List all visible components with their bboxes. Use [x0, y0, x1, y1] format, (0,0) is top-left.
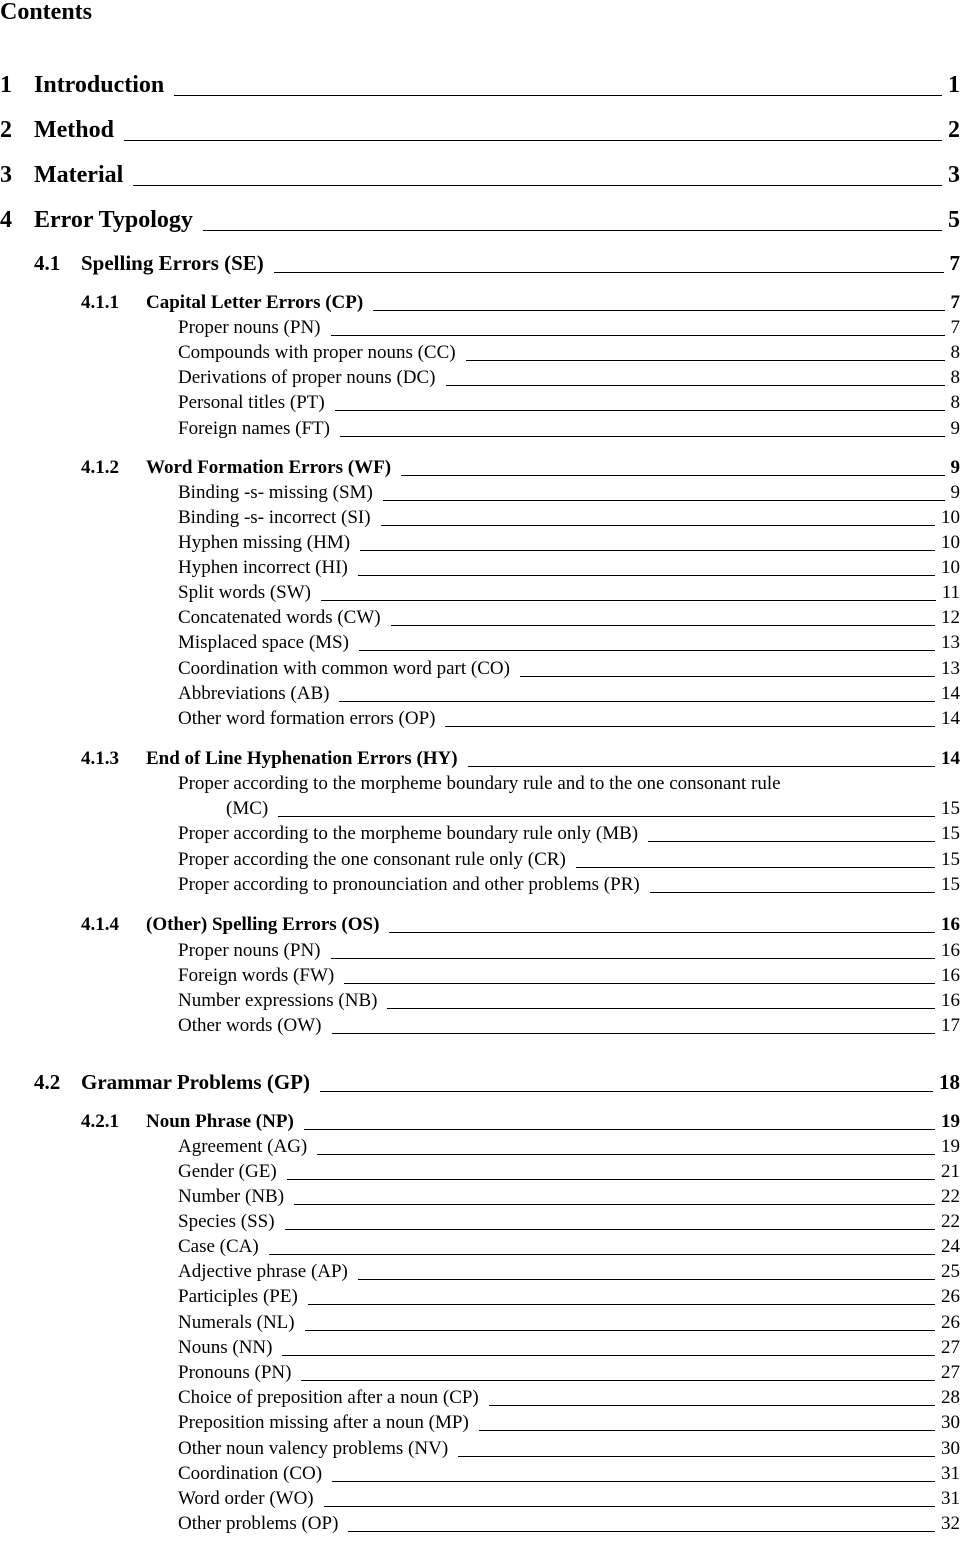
toc-page-number: 10: [941, 557, 960, 578]
toc-entry-level-4[interactable]: [178, 1461, 960, 1486]
toc-page-number: 26: [941, 1312, 960, 1333]
toc-section-number: 2: [0, 117, 12, 143]
toc-entry-level-4[interactable]: [178, 1259, 960, 1284]
toc-entry-level-2[interactable]: [34, 249, 960, 277]
leader-line: [301, 1380, 935, 1381]
toc-entry-title: Other word formation errors (OP): [178, 708, 436, 729]
toc-entry-level-4[interactable]: [178, 1360, 960, 1385]
toc-entry-title: Participles (PE): [178, 1286, 298, 1307]
toc-entry-title: Introduction: [34, 72, 165, 98]
toc-entry-level-4[interactable]: [178, 480, 960, 505]
toc-entry-title: Concatenated words (CW): [178, 607, 381, 628]
toc-page-number: 7: [950, 292, 960, 313]
leader-line: [287, 1179, 935, 1180]
toc-entry-level-2[interactable]: [34, 1068, 960, 1096]
toc-page-number: 15: [941, 798, 960, 819]
leader-line: [373, 310, 944, 311]
toc-entry-level-4[interactable]: [178, 555, 960, 580]
toc-entry-level-4[interactable]: [178, 1310, 960, 1335]
toc-page-number: 12: [941, 607, 960, 628]
toc-entry-level-4[interactable]: [178, 505, 960, 530]
toc-entry-title: Abbreviations (AB): [178, 683, 330, 704]
toc-page-number: 11: [941, 582, 960, 603]
toc-entry-title: Personal titles (PT): [178, 392, 325, 413]
toc-page-number: 31: [941, 1488, 960, 1509]
leader-line: [466, 360, 945, 361]
toc-entry-level-4[interactable]: [178, 1284, 960, 1309]
toc-page-number: 8: [950, 342, 960, 363]
toc-entry-level-4[interactable]: [178, 1511, 960, 1536]
leader-line: [383, 500, 945, 501]
leader-line: [332, 1481, 935, 1482]
toc-entry-level-4[interactable]: [178, 1436, 960, 1461]
toc-entry-level-1[interactable]: [0, 115, 960, 145]
toc-entry-title: Adjective phrase (AP): [178, 1261, 348, 1282]
leader-line: [174, 95, 942, 96]
toc-entry-title: Pronouns (PN): [178, 1362, 292, 1383]
toc-entry-text-line1: Proper according to the morpheme boundary rule and to the one consonant rule: [178, 773, 781, 794]
toc-page-number: 16: [941, 940, 960, 961]
toc-entry-level-4[interactable]: [178, 1234, 960, 1259]
leader-line: [335, 410, 945, 411]
toc-page-number: 21: [941, 1161, 960, 1182]
toc-entry-text-line2: (MC): [226, 798, 269, 819]
toc-entry-title: Grammar Problems (GP): [81, 1070, 311, 1094]
leader-line: [468, 766, 935, 767]
leader-line: [304, 1129, 935, 1130]
toc-entry-level-4[interactable]: [178, 963, 960, 988]
toc-page-number: 22: [941, 1211, 960, 1232]
leader-line: [305, 1330, 935, 1331]
toc-entry-title: Compounds with proper nouns (CC): [178, 342, 456, 363]
toc-entry-title: Spelling Errors (SE): [81, 251, 264, 275]
leader-line: [359, 650, 935, 651]
leader-line: [133, 185, 942, 186]
toc-entry-title: Proper nouns (PN): [178, 317, 321, 338]
toc-page-number: 22: [941, 1186, 960, 1207]
toc-entry-title: Error Typology: [34, 207, 193, 233]
toc-entry-level-1[interactable]: [0, 160, 960, 190]
toc-entry-title: Capital Letter Errors (CP): [146, 292, 364, 313]
leader-line: [331, 958, 936, 959]
toc-page-number: 27: [941, 1337, 960, 1358]
leader-line: [348, 1531, 935, 1532]
toc-entry-title: Other problems (OP): [178, 1513, 339, 1534]
toc-page-number: 13: [941, 632, 960, 653]
toc-entry-level-4[interactable]: [178, 630, 960, 655]
toc-entry-level-4[interactable]: [178, 390, 960, 415]
toc-entry-title: Foreign names (FT): [178, 418, 330, 439]
toc-entry-level-4[interactable]: [178, 938, 960, 963]
toc-entry-level-3[interactable]: [81, 746, 960, 771]
toc-page-number: 9: [950, 418, 960, 439]
toc-page-number: 15: [941, 823, 960, 844]
toc-page-number: 28: [941, 1387, 960, 1408]
toc-entry-level-4[interactable]: [178, 821, 960, 846]
toc-entry-title: Word Formation Errors (WF): [146, 457, 392, 478]
toc-section-number: 4.1.1: [81, 292, 119, 313]
toc-entry-title: Preposition missing after a noun (MP): [178, 1412, 469, 1433]
toc-page-number: 24: [941, 1236, 960, 1257]
toc-page-number: 9: [950, 482, 960, 503]
toc-entry-title: Numerals (NL): [178, 1312, 295, 1333]
toc-entry-title: Nouns (NN): [178, 1337, 273, 1358]
toc-page-number: 19: [941, 1136, 960, 1157]
toc-page-number: 18: [939, 1070, 960, 1094]
leader-line: [576, 867, 935, 868]
toc-section-number: 1: [0, 72, 12, 98]
toc-page-number: 16: [941, 914, 960, 935]
toc-entry-level-4[interactable]: [178, 530, 960, 555]
toc-section-number: 3: [0, 162, 12, 188]
toc-page-number: 15: [941, 874, 960, 895]
toc-entry-title: Binding -s- incorrect (SI): [178, 507, 371, 528]
toc-entry-title: Method: [34, 117, 114, 143]
leader-line: [203, 230, 942, 231]
toc-entry-level-4[interactable]: [178, 1159, 960, 1184]
toc-entry-level-4[interactable]: [178, 365, 960, 390]
toc-page-number: 26: [941, 1286, 960, 1307]
toc-entry-title: Choice of preposition after a noun (CP): [178, 1387, 479, 1408]
toc-entry-title: Hyphen incorrect (HI): [178, 557, 348, 578]
leader-line: [358, 1279, 935, 1280]
toc-entry-title: Species (SS): [178, 1211, 275, 1232]
toc-page-number: 25: [941, 1261, 960, 1282]
toc-entry-level-3[interactable]: [81, 290, 960, 315]
toc-entry-title: Number (NB): [178, 1186, 285, 1207]
toc-page-number: 14: [941, 708, 960, 729]
toc-entry-title: End of Line Hyphenation Errors (HY): [146, 748, 458, 769]
leader-line: [321, 600, 936, 601]
toc-entry-title: Misplaced space (MS): [178, 632, 349, 653]
toc-entry-title: Proper according the one consonant rule only (CR): [178, 849, 566, 870]
toc-entry-title: Hyphen missing (HM): [178, 532, 351, 553]
leader-line: [387, 1008, 935, 1009]
toc-page-number: 5: [948, 207, 960, 233]
toc-section-number: 4.2: [34, 1070, 61, 1094]
toc-page-number: 32: [941, 1513, 960, 1534]
leader-line: [282, 1355, 935, 1356]
toc-entry-level-4[interactable]: [178, 706, 960, 731]
toc-entry-level-4[interactable]: [178, 1184, 960, 1209]
toc-entry-level-3[interactable]: [81, 1109, 960, 1134]
leader-line: [274, 272, 944, 273]
toc-page-number: 8: [950, 367, 960, 388]
leader-line: [389, 932, 935, 933]
leader-line: [317, 1154, 935, 1155]
toc-page-number: 1: [948, 72, 960, 98]
toc-entry-level-4[interactable]: [178, 416, 960, 441]
leader-line: [358, 575, 935, 576]
toc-entry-level-4[interactable]: [178, 315, 960, 340]
toc-page-number: 30: [941, 1412, 960, 1433]
toc-entry-title: Noun Phrase (NP): [146, 1111, 294, 1132]
toc-entry-level-4[interactable]: [178, 605, 960, 630]
toc-page-number: 14: [941, 683, 960, 704]
toc-entry-level-4[interactable]: [178, 656, 960, 681]
toc-entry-level-4[interactable]: [226, 796, 960, 821]
toc-entry-level-4[interactable]: [178, 580, 960, 605]
leader-line: [446, 385, 945, 386]
toc-entry-title: Coordination (CO): [178, 1463, 323, 1484]
toc-entry-title: Proper nouns (PN): [178, 940, 321, 961]
leader-line: [339, 701, 935, 702]
toc-entry-title: Material: [34, 162, 124, 188]
toc-entry-title: Proper according to pronounciation and other problems (PR): [178, 874, 640, 895]
toc-page-number: 16: [941, 990, 960, 1011]
toc-entry-title: Other words (OW): [178, 1015, 322, 1036]
toc-page-number: 10: [941, 507, 960, 528]
leader-line: [489, 1405, 935, 1406]
toc-entry-level-4[interactable]: [178, 1335, 960, 1360]
toc-page-number: 13: [941, 658, 960, 679]
toc-section-number: 4.1.2: [81, 457, 119, 478]
leader-line: [278, 816, 935, 817]
leader-line: [332, 1033, 935, 1034]
leader-line: [650, 892, 935, 893]
toc-entry-title: Proper according to the morpheme boundary rule only (MB): [178, 823, 639, 844]
leader-line: [324, 1506, 935, 1507]
toc-entry-level-4[interactable]: [178, 872, 960, 897]
toc-page-number: 3: [948, 162, 960, 188]
toc-page-number: 9: [950, 457, 960, 478]
leader-line: [294, 1204, 935, 1205]
contents-heading: Contents: [0, 0, 93, 25]
toc-page-number: 8: [950, 392, 960, 413]
toc-entry-title: Number expressions (NB): [178, 990, 378, 1011]
toc-entry-level-4[interactable]: [178, 1385, 960, 1410]
leader-line: [401, 475, 944, 476]
toc-section-number: 4.2.1: [81, 1111, 119, 1132]
leader-line: [445, 726, 935, 727]
toc-page-number: 17: [941, 1015, 960, 1036]
leader-line: [360, 550, 935, 551]
toc-page-number: 14: [941, 748, 960, 769]
toc-entry-title: Case (CA): [178, 1236, 259, 1257]
toc-entry-level-4[interactable]: [178, 847, 960, 872]
toc-page-number: 15: [941, 849, 960, 870]
toc-entry-level-4[interactable]: [178, 988, 960, 1013]
toc-page-number: 10: [941, 532, 960, 553]
toc-entry-level-3[interactable]: [81, 455, 960, 480]
toc-entry-title: Binding -s- missing (SM): [178, 482, 373, 503]
toc-entry-level-4[interactable]: [178, 681, 960, 706]
toc-entry-level-3[interactable]: [81, 912, 960, 937]
leader-line: [381, 525, 935, 526]
toc-entry-title: (Other) Spelling Errors (OS): [146, 914, 380, 935]
toc-entry-level-4[interactable]: [178, 340, 960, 365]
toc-entry-title: Coordination with common word part (CO): [178, 658, 510, 679]
toc-page-number: 19: [941, 1111, 960, 1132]
leader-line: [648, 841, 935, 842]
toc-page-number: 27: [941, 1362, 960, 1383]
leader-line: [124, 140, 942, 141]
toc-page-number: 2: [948, 117, 960, 143]
leader-line: [458, 1456, 935, 1457]
toc-section-number: 4.1.3: [81, 748, 119, 769]
toc-section-number: 4.1: [34, 251, 61, 275]
toc-page-number: 7: [950, 317, 960, 338]
toc-entry-level-4[interactable]: [178, 1209, 960, 1234]
toc-section-number: 4: [0, 207, 12, 233]
toc-page-number: 31: [941, 1463, 960, 1484]
leader-line: [285, 1229, 935, 1230]
toc-entry-level-4[interactable]: [178, 1134, 960, 1159]
leader-line: [391, 625, 935, 626]
leader-line: [479, 1430, 935, 1431]
toc-entry-title: Agreement (AG): [178, 1136, 308, 1157]
toc-page-number: 16: [941, 965, 960, 986]
leader-line: [520, 676, 935, 677]
leader-line: [320, 1091, 933, 1092]
toc-page-number: 7: [949, 251, 960, 275]
toc-entry-title: Derivations of proper nouns (DC): [178, 367, 436, 388]
toc-entry-level-4[interactable]: [178, 1410, 960, 1435]
toc-entry-level-1[interactable]: [0, 205, 960, 235]
toc-section-number: 4.1.4: [81, 914, 119, 935]
leader-line: [308, 1304, 935, 1305]
leader-line: [340, 436, 945, 437]
toc-entry-level-1[interactable]: [0, 70, 960, 100]
leader-line: [344, 983, 935, 984]
toc-entry-level-4[interactable]: [178, 1013, 960, 1038]
toc-entry-title: Gender (GE): [178, 1161, 277, 1182]
toc-entry-title: Split words (SW): [178, 582, 311, 603]
toc-page-number: 30: [941, 1438, 960, 1459]
leader-line: [331, 335, 945, 336]
toc-entry-title: Word order (WO): [178, 1488, 314, 1509]
toc-entry-title: Other noun valency problems (NV): [178, 1438, 449, 1459]
toc-entry-level-4[interactable]: [178, 1486, 960, 1511]
toc-entry-title: Foreign words (FW): [178, 965, 335, 986]
leader-line: [269, 1254, 935, 1255]
